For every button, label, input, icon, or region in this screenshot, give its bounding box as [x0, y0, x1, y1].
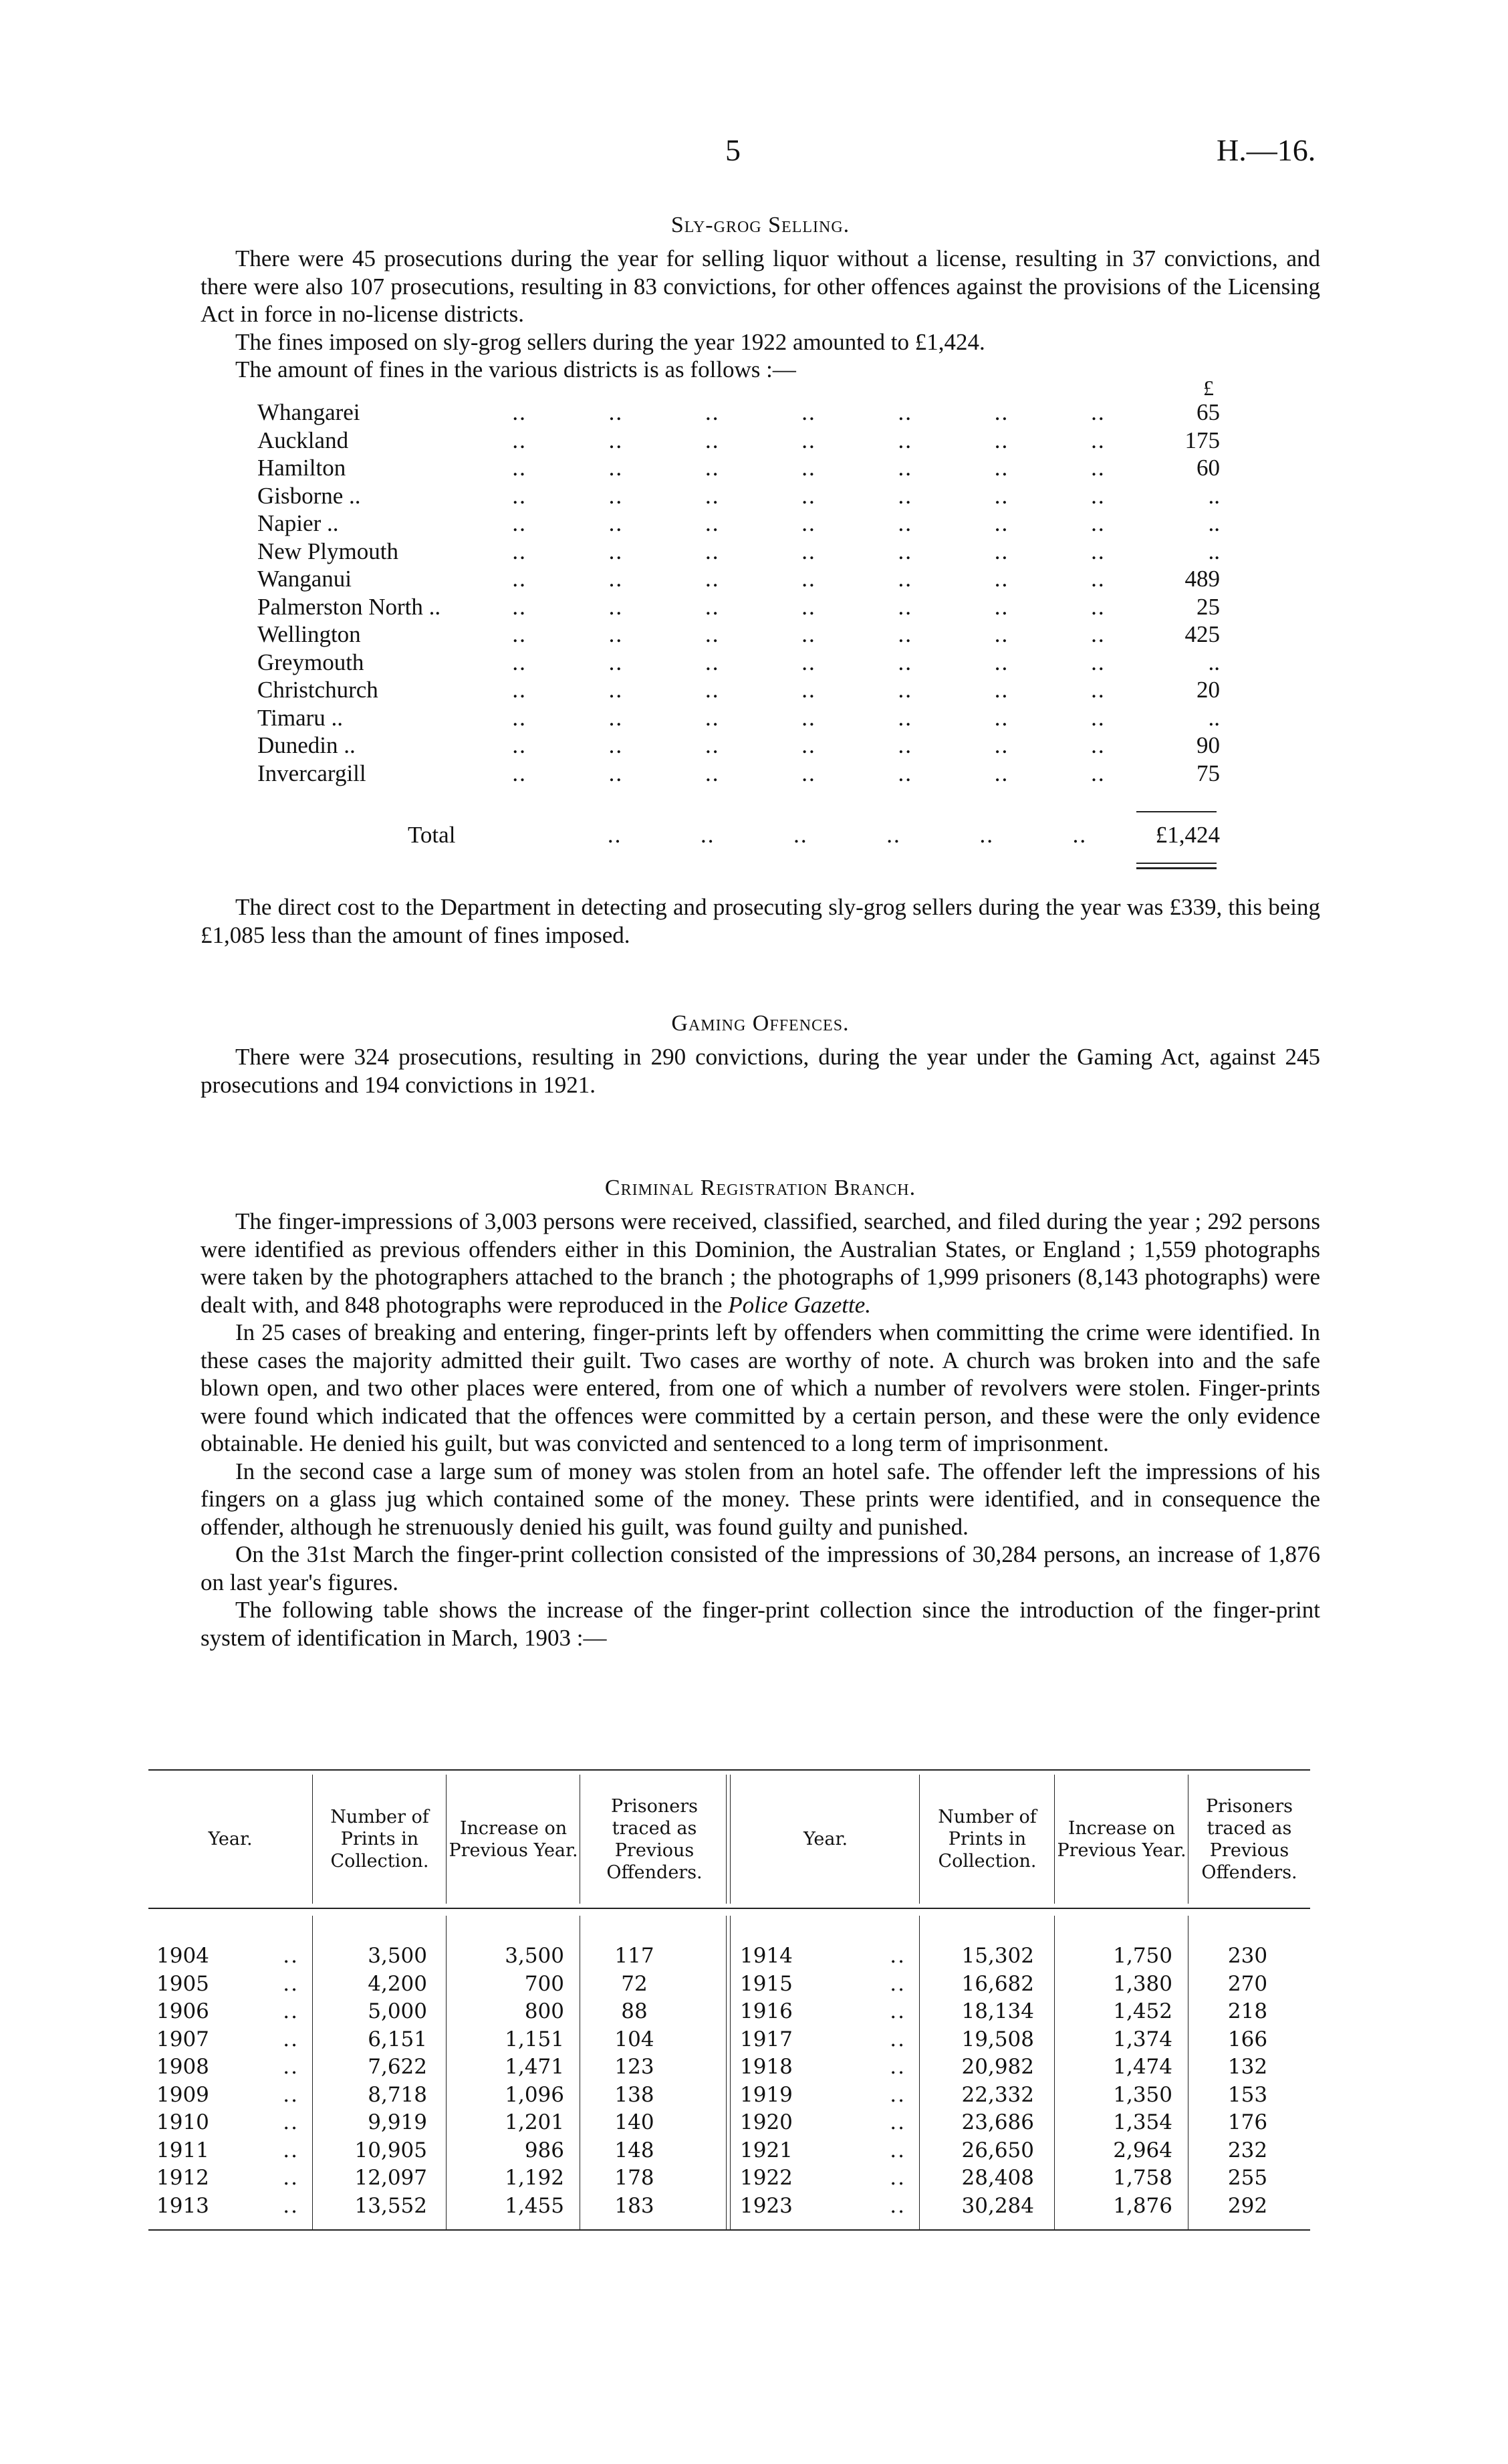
- table-row: [732, 2164, 1310, 2192]
- leader-dots: ..: [283, 2166, 299, 2190]
- increase-cell: 1,452: [1113, 1999, 1172, 2023]
- year-cell: 1921: [740, 2138, 793, 2162]
- prints-cell: 9,919: [368, 2110, 427, 2134]
- criminal-registration-body: [201, 1208, 1320, 1652]
- paragraph: [201, 1208, 1320, 1319]
- district-amount: ..: [1208, 704, 1220, 731]
- year-cell: 1916: [740, 1999, 793, 2023]
- prints-cell: 23,686: [961, 2110, 1034, 2134]
- district-row: [257, 621, 1220, 649]
- col-header-year-2: Year.: [803, 1829, 848, 1850]
- year-cell: 1918: [740, 2055, 793, 2079]
- document-reference: H.—16.: [1217, 133, 1316, 167]
- table-row: [148, 2082, 726, 2109]
- leader-dots: .. .. .. .. .. .. ..: [512, 455, 1106, 481]
- table-row: [732, 2053, 1310, 2081]
- district-name: Auckland: [257, 427, 349, 453]
- district-row: [257, 427, 1220, 455]
- leader-dots: ..: [283, 1944, 299, 1968]
- col-header-increase-2: Increase on Previous Year.: [1057, 1817, 1186, 1861]
- paragraph: The following table shows the increase of the finger-print collection since the introduction of the finger-print system of identification in March, 1903 :—: [201, 1597, 1320, 1651]
- leader-dots: ..: [283, 2082, 299, 2107]
- prisoners-cell: 104: [614, 2027, 654, 2051]
- district-amount: 65: [1197, 399, 1220, 425]
- leader-dots: .. .. .. .. .. .. ..: [512, 482, 1106, 509]
- col-header-prisoners-2: Prisoners traced as Previous Offenders.: [1201, 1795, 1297, 1883]
- increase-cell: 986: [524, 2138, 564, 2162]
- currency-column-heading: £: [1203, 376, 1214, 400]
- table-body: [148, 1909, 1310, 2229]
- increase-cell: 1,374: [1113, 2027, 1172, 2051]
- table-row: [732, 1971, 1310, 1998]
- leader-dots: ..: [890, 2193, 906, 2218]
- prints-cell: 5,000: [368, 1999, 427, 2023]
- district-row: [257, 676, 1220, 704]
- district-amount: ..: [1208, 538, 1220, 564]
- increase-cell: 1,201: [505, 2110, 564, 2134]
- district-row: [257, 649, 1220, 677]
- year-cell: 1914: [740, 1944, 793, 1968]
- year-cell: 1905: [156, 1971, 209, 1996]
- leader-dots: .. .. .. .. .. .. ..: [512, 677, 1106, 703]
- col-header-year: Year.: [208, 1829, 253, 1850]
- sly-grog-intro: [201, 245, 1320, 384]
- paragraph: There were 45 prosecutions during the year for selling liquor without a license, resulting in 37 convictions, and there were also 107 prosecutions, resulting in 83 convictions, for other offences against the provisions of the Licensing Act in force in no-license districts.: [201, 245, 1320, 327]
- district-name: Hamilton: [257, 455, 346, 481]
- prisoners-cell: 117: [614, 1944, 654, 1968]
- year-cell: 1913: [156, 2193, 209, 2218]
- table-row: [148, 2193, 726, 2220]
- paragraph-text: The finger-impressions of 3,003 persons were received, classified, searched, and filed during the year ; 292 persons were identified as previous offenders either in this Dominion, the Australian States, or England ; 1,559 photographs were taken by the photographers attached to the branch ; the photographs of 1,999 prisoners (8,143 photographs) were dealt with, and 848 photographs were reproduced in the: [201, 1208, 1320, 1318]
- year-cell: 1919: [740, 2082, 793, 2107]
- prints-cell: 18,134: [961, 1999, 1034, 2023]
- gaming-paragraph: [201, 1043, 1320, 1099]
- prints-cell: 22,332: [961, 2082, 1034, 2107]
- year-cell: 1912: [156, 2166, 209, 2190]
- year-cell: 1911: [156, 2138, 209, 2162]
- district-amount: ..: [1208, 649, 1220, 675]
- prints-cell: 4,200: [368, 1971, 427, 1996]
- district-amount: 20: [1197, 677, 1220, 703]
- leader-dots: ..: [890, 2055, 906, 2079]
- total-label: Total: [408, 822, 456, 848]
- column-divider: [446, 1775, 447, 1904]
- increase-cell: 1,151: [505, 2027, 564, 2051]
- section-heading-sly-grog: Sly-grog Selling.: [670, 213, 850, 237]
- prisoners-cell: 132: [1227, 2055, 1268, 2079]
- leader-dots: .. .. .. .. .. .. ..: [512, 760, 1106, 786]
- district-amount: 425: [1184, 621, 1220, 647]
- year-cell: 1920: [740, 2110, 793, 2134]
- district-row: [257, 482, 1220, 510]
- increase-cell: 1,876: [1113, 2193, 1172, 2218]
- year-cell: 1907: [156, 2027, 209, 2051]
- district-row: [257, 565, 1220, 593]
- district-name: Whangarei: [257, 399, 360, 425]
- prisoners-cell: 72: [621, 1971, 648, 1996]
- district-amount: 90: [1197, 732, 1220, 758]
- increase-cell: 700: [524, 1971, 564, 1996]
- district-row: [257, 510, 1220, 538]
- prints-cell: 15,302: [961, 1944, 1034, 1968]
- district-name: Palmerston North ..: [257, 593, 441, 620]
- district-amount: ..: [1208, 510, 1220, 536]
- district-row: [257, 399, 1220, 427]
- table-row: [732, 1998, 1310, 2025]
- prisoners-cell: 140: [614, 2110, 654, 2134]
- district-row: [257, 760, 1220, 788]
- prisoners-cell: 138: [614, 2082, 654, 2107]
- district-name: Wellington: [257, 621, 361, 647]
- leader-dots: ..: [890, 2166, 906, 2190]
- prints-cell: 16,682: [961, 1971, 1034, 1996]
- table-row: [148, 1998, 726, 2025]
- district-row: [257, 593, 1220, 621]
- year-cell: 1904: [156, 1944, 209, 1968]
- paragraph: The direct cost to the Department in detecting and prosecuting sly-grog sellers during the year was £339, this being £1,085 less than the amount of fines imposed.: [201, 894, 1320, 948]
- paragraph: On the 31st March the finger-print collection consisted of the impressions of 30,284 persons, an increase of 1,876 on last year's figures.: [201, 1541, 1320, 1595]
- section-heading-criminal-registration: Criminal Registration Branch.: [604, 1175, 916, 1200]
- prints-cell: 28,408: [961, 2166, 1034, 2190]
- leader-dots: .. .. .. .. .. .. ..: [512, 510, 1106, 536]
- increase-cell: 2,964: [1113, 2138, 1172, 2162]
- district-name: New Plymouth: [257, 538, 398, 564]
- total-amount: £1,424: [1155, 822, 1220, 848]
- leader-dots: ..: [890, 2082, 906, 2107]
- column-divider: [312, 1775, 313, 1904]
- table-row: [732, 2026, 1310, 2053]
- leader-dots: ..: [283, 1999, 299, 2023]
- prisoners-cell: 176: [1227, 2110, 1268, 2134]
- district-name: Dunedin ..: [257, 732, 356, 758]
- paragraph: There were 324 prosecutions, resulting in 290 convictions, during the year under the Gaming Act, against 245 prosecutions and 194 convictions in 1921.: [201, 1044, 1320, 1098]
- increase-cell: 1,455: [505, 2193, 564, 2218]
- col-header-prisoners: Prisoners traced as Previous Offenders.: [606, 1795, 703, 1883]
- increase-cell: 3,500: [505, 1944, 564, 1968]
- district-name: Invercargill: [257, 760, 366, 786]
- year-cell: 1909: [156, 2082, 209, 2107]
- table-row: [148, 2137, 726, 2164]
- prints-cell: 19,508: [961, 2027, 1034, 2051]
- increase-cell: 1,380: [1113, 1971, 1172, 1996]
- leader-dots: ..: [890, 2027, 906, 2051]
- district-amount: 75: [1197, 760, 1220, 786]
- leader-dots: .. .. .. .. .. .. ..: [512, 649, 1106, 675]
- table-row: [148, 1942, 726, 1970]
- sly-grog-cost: [201, 893, 1320, 949]
- leader-dots: .. .. .. .. .. .. ..: [512, 427, 1106, 453]
- increase-cell: 1,350: [1113, 2082, 1172, 2107]
- leader-dots: .. .. .. .. .. .. ..: [512, 566, 1106, 592]
- leader-dots: ..: [890, 1944, 906, 1968]
- column-divider: [1054, 1775, 1055, 1904]
- prisoners-cell: 178: [614, 2166, 654, 2190]
- table-row: [732, 2193, 1310, 2220]
- paragraph: In the second case a large sum of money was stolen from an hotel safe. The offender left the impressions of his fingers on a glass jug which contained some of the money. These prints were identified, and in consequence the offender, although he strenuously denied his guilt, was found guilty and punished.: [201, 1458, 1320, 1540]
- leader-dots: ..: [283, 2055, 299, 2079]
- leader-dots: .. .. .. .. .. .. ..: [512, 621, 1106, 647]
- total-double-rule: [1136, 863, 1217, 869]
- fingerprint-collection-table: [148, 1769, 1310, 2231]
- year-cell: 1910: [156, 2110, 209, 2134]
- paragraph: The amount of fines in the various districts is as follows :—: [235, 356, 796, 382]
- prisoners-cell: 166: [1227, 2027, 1268, 2051]
- col-header-prints-2: Number of Prints in Collection.: [938, 1807, 1037, 1872]
- page-number: 5: [725, 133, 741, 167]
- prisoners-cell: 153: [1227, 2082, 1268, 2107]
- leader-dots: .. .. .. .. .. .. ..: [512, 399, 1106, 425]
- paragraph: The fines imposed on sly-grog sellers during the year 1922 amounted to £1,424.: [235, 328, 985, 355]
- section-heading-gaming: Gaming Offences.: [671, 1011, 850, 1036]
- increase-cell: 1,354: [1113, 2110, 1172, 2134]
- increase-cell: 1,474: [1113, 2055, 1172, 2079]
- leader-dots: ..: [283, 2110, 299, 2134]
- district-row: [257, 538, 1220, 566]
- prisoners-cell: 183: [614, 2193, 654, 2218]
- increase-cell: 800: [524, 1999, 564, 2023]
- prisoners-cell: 255: [1227, 2166, 1268, 2190]
- leader-dots: ..: [890, 1999, 906, 2023]
- table-row: [148, 2053, 726, 2081]
- year-cell: 1917: [740, 2027, 793, 2051]
- table-row: [148, 2164, 726, 2192]
- district-name: Greymouth: [257, 649, 364, 675]
- table-row: [732, 2109, 1310, 2136]
- table-row: [148, 2026, 726, 2053]
- district-amount: 60: [1197, 455, 1220, 481]
- paragraph: In 25 cases of breaking and entering, finger-prints left by offenders when committing the crime were identified. In these cases the majority admitted their guilt. Two cases are worthy of note. A church was broken into and the safe blown open, and two other places were entered, from one of which a number of revolvers were stolen. Finger-prints were found which indicated that the offences were committed by a certain person, and these were the only evidence obtainable. He denied his guilt, but was convicted and sentenced to a long term of imprisonment.: [201, 1319, 1320, 1456]
- prints-cell: 20,982: [961, 2055, 1034, 2079]
- prints-cell: 3,500: [368, 1944, 427, 1968]
- district-fines-list: [257, 399, 1220, 787]
- district-row: [257, 732, 1220, 760]
- leader-dots: .. .. .. .. .. .. ..: [512, 538, 1106, 564]
- col-header-increase: Increase on Previous Year.: [449, 1817, 578, 1861]
- prints-cell: 26,650: [961, 2138, 1034, 2162]
- year-cell: 1908: [156, 2055, 209, 2079]
- table-row: [148, 2109, 726, 2136]
- table-row: [732, 1942, 1310, 1970]
- increase-cell: 1,758: [1113, 2166, 1172, 2190]
- leader-dots: .. .. .. .. .. .. ..: [512, 704, 1106, 731]
- increase-cell: 1,096: [505, 2082, 564, 2107]
- district-amount: 25: [1197, 593, 1220, 620]
- year-cell: 1915: [740, 1971, 793, 1996]
- col-header-prints: Number of Prints in Collection.: [330, 1807, 429, 1872]
- table-header: [148, 1771, 1310, 1909]
- prisoners-cell: 270: [1227, 1971, 1268, 1996]
- year-cell: 1923: [740, 2193, 793, 2218]
- leader-dots: ..: [890, 2138, 906, 2162]
- prints-cell: 30,284: [961, 2193, 1034, 2218]
- district-row: [257, 704, 1220, 732]
- district-amount: 489: [1184, 566, 1220, 592]
- prints-cell: 13,552: [354, 2193, 427, 2218]
- district-amount: ..: [1208, 482, 1220, 509]
- prisoners-cell: 230: [1227, 1944, 1268, 1968]
- prisoners-cell: 148: [614, 2138, 654, 2162]
- leader-dots: ..: [283, 2027, 299, 2051]
- double-column-divider: [726, 1775, 731, 1904]
- district-name: Gisborne ..: [257, 482, 361, 509]
- prisoners-cell: 218: [1227, 1999, 1268, 2023]
- leader-dots: ..: [890, 2110, 906, 2134]
- district-name: Christchurch: [257, 677, 378, 703]
- leader-dots: .. .. .. .. .. ..: [607, 822, 1088, 848]
- district-name: Napier ..: [257, 510, 339, 536]
- district-row: [257, 454, 1220, 482]
- leader-dots: .. .. .. .. .. .. ..: [512, 732, 1106, 758]
- leader-dots: ..: [283, 2193, 299, 2218]
- prints-cell: 7,622: [368, 2055, 427, 2079]
- total-row: [408, 821, 1220, 849]
- prints-cell: 12,097: [354, 2166, 427, 2190]
- increase-cell: 1,471: [505, 2055, 564, 2079]
- table-row: [732, 2082, 1310, 2109]
- table-row: [732, 2137, 1310, 2164]
- prisoners-cell: 88: [621, 1999, 648, 2023]
- double-column-divider: [726, 1916, 731, 2229]
- leader-dots: .. .. .. .. .. .. ..: [512, 593, 1106, 620]
- increase-cell: 1,192: [505, 2166, 564, 2190]
- district-name: Wanganui: [257, 566, 352, 592]
- leader-dots: ..: [283, 2138, 299, 2162]
- increase-cell: 1,750: [1113, 1944, 1172, 1968]
- prints-cell: 6,151: [368, 2027, 427, 2051]
- year-cell: 1922: [740, 2166, 793, 2190]
- prisoners-cell: 232: [1227, 2138, 1268, 2162]
- leader-dots: ..: [283, 1971, 299, 1996]
- sum-rule: [1136, 811, 1217, 812]
- district-amount: 175: [1184, 427, 1220, 453]
- column-divider: [919, 1775, 920, 1904]
- table-row: [148, 1971, 726, 1998]
- district-name: Timaru ..: [257, 704, 344, 731]
- prints-cell: 8,718: [368, 2082, 427, 2107]
- year-cell: 1906: [156, 1999, 209, 2023]
- prisoners-cell: 123: [614, 2055, 654, 2079]
- prints-cell: 10,905: [354, 2138, 427, 2162]
- leader-dots: ..: [890, 1971, 906, 1996]
- prisoners-cell: 292: [1227, 2193, 1268, 2218]
- publication-title: Police Gazette.: [728, 1291, 872, 1318]
